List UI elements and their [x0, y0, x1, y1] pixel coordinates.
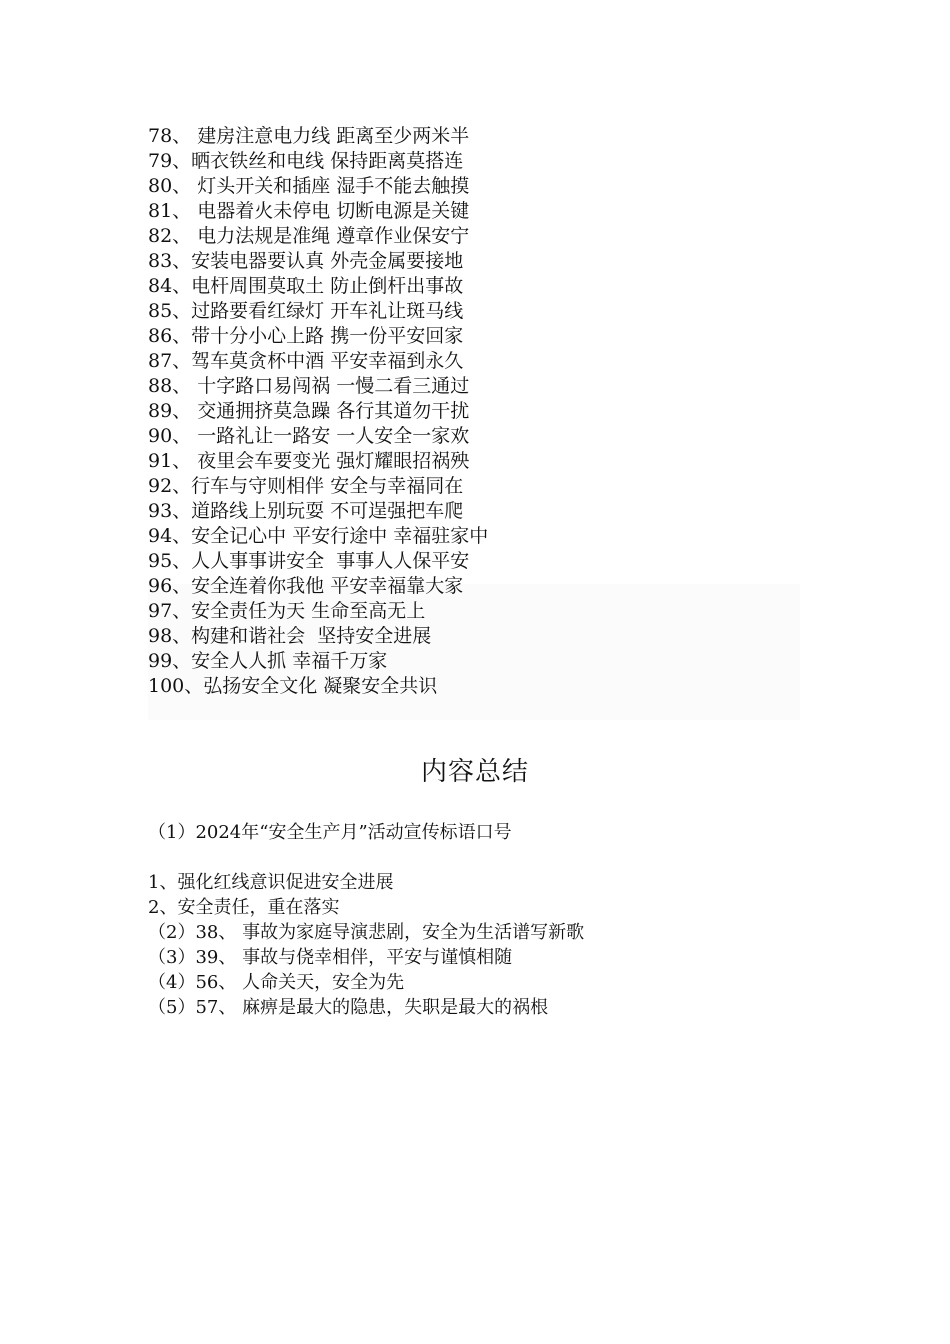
summary-title: 内容总结	[420, 757, 529, 787]
summary-list	[148, 870, 584, 1020]
slogan-line: 97、安全责任为天 生命至高无上	[148, 600, 426, 622]
slogan-line: 99、安全人人抓 幸福千万家	[148, 650, 388, 672]
slogan-line: 82、 电力法规是准绳 遵章作业保安宁	[148, 225, 470, 247]
slogan-line: 85、过路要看红绿灯 开车礼让斑马线	[148, 300, 464, 322]
slogan-line: 100、弘扬安全文化 凝聚安全共识	[148, 675, 438, 697]
slogan-line: 96、安全连着你我他 平安幸福靠大家	[148, 575, 464, 597]
slogan-line: 83、安装电器要认真 外壳金属要接地	[148, 250, 464, 272]
slogan-line: 86、带十分小心上路 携一份平安回家	[148, 325, 464, 347]
slogan-line: 91、 夜里会车要变光 强灯耀眼招祸殃	[148, 450, 470, 472]
slogan-line: 98、构建和谐社会 坚持安全进展	[148, 625, 432, 647]
summary-item: 2、安全责任，重在落实	[148, 897, 340, 918]
slogan-line: 95、人人事事讲安全 事事人人保平安	[148, 550, 470, 572]
summary-item: （3）39、 事故与侥幸相伴，平安与谨慎相随	[148, 947, 513, 968]
slogan-list	[148, 124, 788, 699]
slogan-line: 94、安全记心中 平安行途中 幸福驻家中	[148, 525, 489, 547]
slogan-line: 90、 一路礼让一路安 一人安全一家欢	[148, 425, 470, 447]
slogan-line: 89、 交通拥挤莫急躁 各行其道勿干扰	[148, 400, 470, 422]
summary-item: 1、强化红线意识促进安全进展	[148, 872, 394, 893]
summary-heading: （1）2024年“安全生产月”活动宣传标语口号	[148, 822, 512, 843]
slogan-line: 81、 电器着火未停电 切断电源是关键	[148, 200, 470, 222]
slogan-line: 93、道路线上别玩耍 不可逞强把车爬	[148, 500, 464, 522]
slogan-line: 80、 灯头开关和插座 湿手不能去触摸	[148, 175, 470, 197]
slogan-line: 92、行车与守则相伴 安全与幸福同在	[148, 475, 464, 497]
summary-item: （4）56、 人命关天，安全为先	[148, 972, 405, 993]
summary-item: （2）38、 事故为家庭导演悲剧，安全为生活谱写新歌	[148, 922, 585, 943]
slogan-line: 84、电杆周围莫取土 防止倒杆出事故	[148, 275, 464, 297]
slogan-line: 79、晒衣铁丝和电线 保持距离莫搭连	[148, 150, 464, 172]
summary-item: （5）57、 麻痹是最大的隐患，失职是最大的祸根	[148, 997, 549, 1018]
slogan-line: 87、驾车莫贪杯中酒 平安幸福到永久	[148, 350, 464, 372]
slogan-line: 88、 十字路口易闯祸 一慢二看三通过	[148, 375, 470, 397]
slogan-line: 78、 建房注意电力线 距离至少两米半	[148, 125, 470, 147]
